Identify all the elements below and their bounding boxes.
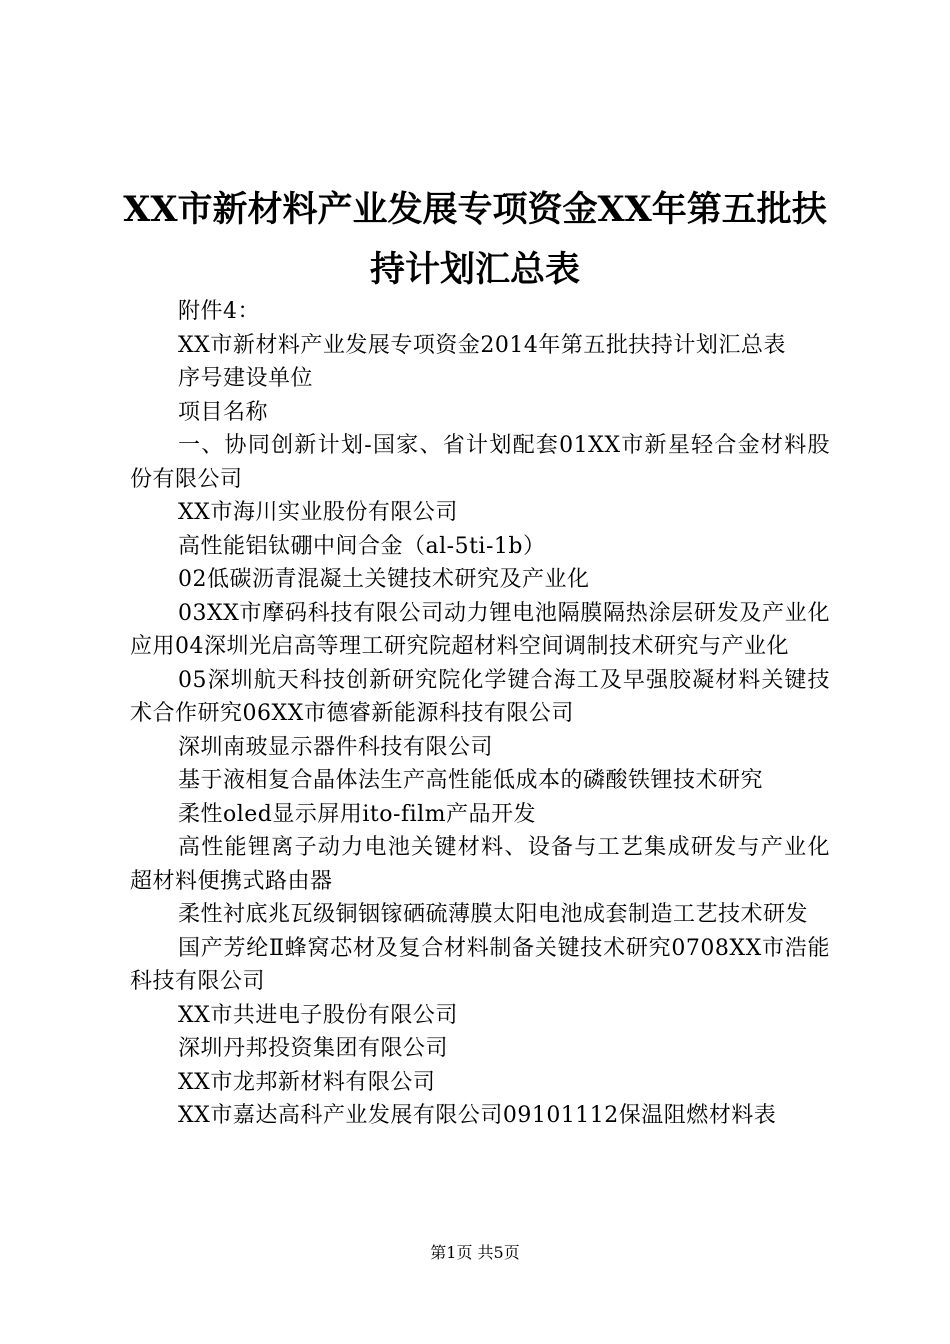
paragraph: 深圳南玻显示器件科技有限公司 — [178, 734, 494, 760]
paragraph: 附件4： — [178, 299, 260, 324]
paragraph: XX市海川实业股份有限公司 — [178, 500, 458, 525]
paragraph: XX市共进电子股份有限公司 — [178, 1002, 458, 1028]
paragraph: 高性能锂离子动力电池关键材料、设备与工艺集成研发与产业化超材料便携式路由器 — [130, 835, 830, 894]
paragraph: 柔性oled显示屏用ito-film产品开发 — [178, 801, 537, 827]
paragraph: 序号建设单位 — [178, 366, 314, 391]
paragraph: 项目名称 — [178, 399, 269, 425]
paragraph: 05深圳航天科技创新研究院化学键合海工及早强胶凝材料关键技术合作研究06XX市德睿新能源科技有限公司 — [130, 667, 830, 726]
paragraph: 一、协同创新计划-国家、省计划配套01XX市新星轻合金材料股份有限公司 — [130, 433, 830, 492]
paragraph: 高性能铝钛硼中间合金（al-5ti-1b） — [178, 533, 546, 559]
paragraph: XX市龙邦新材料有限公司 — [178, 1069, 436, 1095]
paragraph: 柔性衬底兆瓦级铜铟镓硒硫薄膜太阳电池成套制造工艺技术研发 — [178, 902, 809, 927]
paragraph: XX市嘉达高科产业发展有限公司09101112保温阻燃材料表 — [178, 1103, 777, 1128]
paragraph: 深圳丹邦投资集团有限公司 — [178, 1036, 449, 1061]
paragraph: 03XX市摩码科技有限公司动力锂电池隔膜隔热涂层研发及产业化应用04深圳光启高等理工研究院超材料空间调制技术研究与产业化 — [130, 600, 830, 659]
paragraph: XX市新材料产业发展专项资金2014年第五批扶持计划汇总表 — [178, 332, 786, 358]
paragraph: 基于液相复合晶体法生产高性能低成本的磷酸铁锂技术研究 — [178, 768, 764, 793]
paragraph: 02低碳沥青混凝土关键技术研究及产业化 — [178, 567, 590, 592]
paragraph: 国产芳纶Ⅱ蜂窝芯材及复合材料制备关键技术研究0708XX市浩能科技有限公司 — [130, 935, 830, 994]
document-body — [130, 295, 830, 1133]
document-title: XX市新材料产业发展专项资金XX年第五批扶持计划汇总表 — [123, 189, 827, 290]
page-footer: 第1页 共5页 — [430, 1243, 520, 1262]
